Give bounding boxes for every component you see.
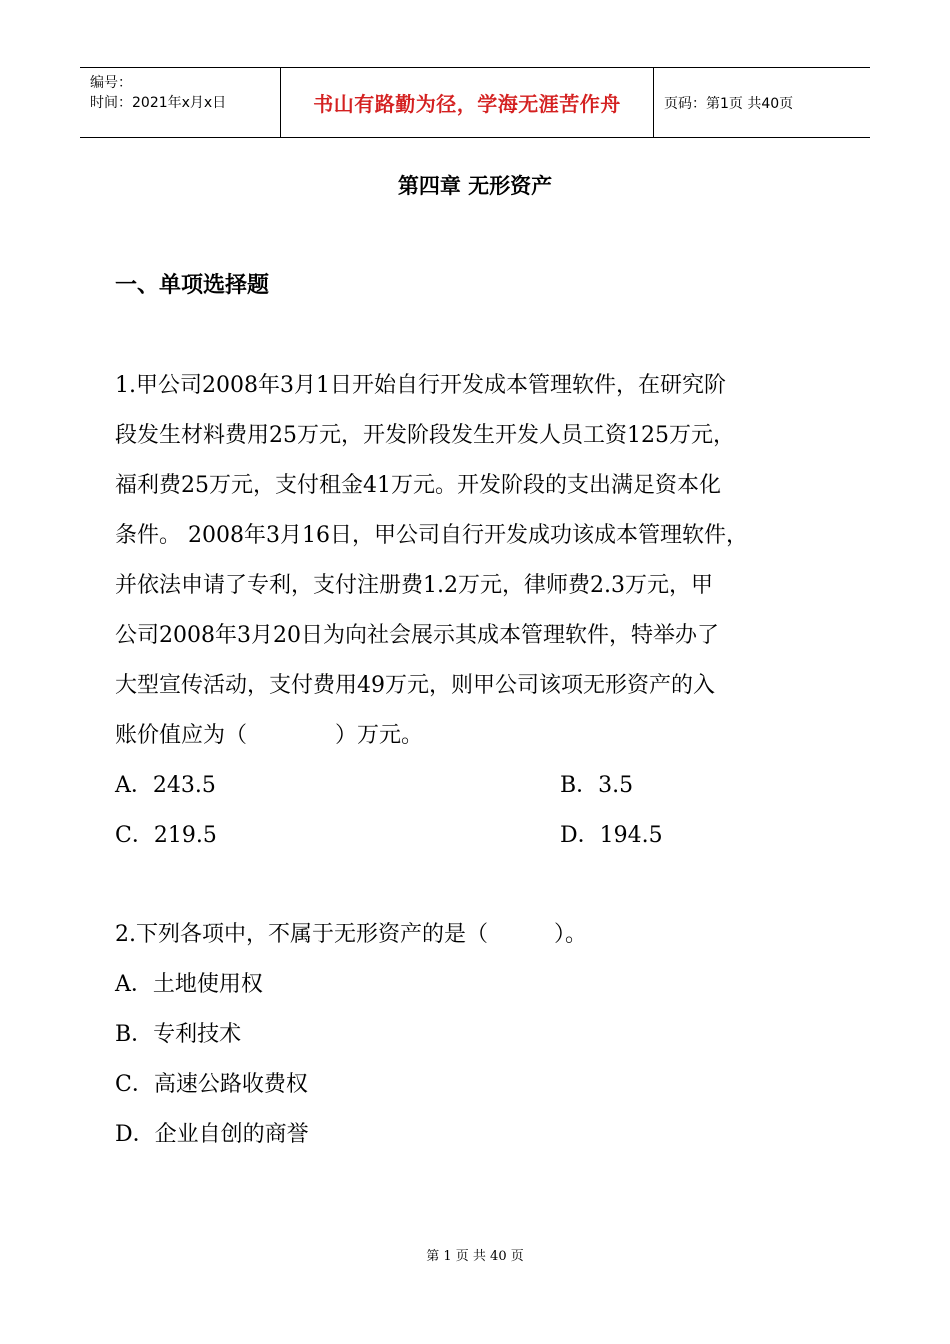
- section-title: 一、单项选择题: [115, 273, 270, 298]
- question-1-line: 并依法申请了专利，支付注册费1.2万元，律师费2.3万元，甲: [115, 573, 713, 598]
- question-1-option-c: C．219.5: [115, 823, 217, 848]
- question-1-line: 段发生材料费用25万元，开发阶段发生开发人员工资125万元，: [115, 423, 735, 448]
- question-1-option-a: A．243.5: [115, 773, 216, 798]
- question-2-option-a: A．土地使用权: [115, 972, 263, 997]
- question-2-option-b: B．专利技术: [115, 1022, 242, 1047]
- chapter-title: 第四章 无形资产: [397, 174, 553, 198]
- header-page-info: 页码：第1页 共40页: [664, 95, 794, 112]
- header-meta-cell: [80, 68, 281, 137]
- question-1-line: 条件。 2008年3月16日，甲公司自行开发成功该成本管理软件，: [115, 523, 748, 548]
- question-1-line: 账价值应为（ ）万元。: [115, 723, 424, 748]
- page-footer: 第 1 页 共 40 页: [426, 1249, 524, 1264]
- question-1-option-b: B．3.5: [560, 773, 634, 798]
- header-motto-cell: [281, 68, 654, 137]
- question-2-stem: 2.下列各项中，不属于无形资产的是（ ）。: [115, 922, 587, 947]
- question-1-line: 福利费25万元，支付租金41万元。开发阶段的支出满足资本化: [115, 473, 721, 498]
- header-page-cell: [654, 68, 870, 137]
- question-2-option-c: C．高速公路收费权: [115, 1072, 308, 1097]
- page-header-table: [80, 67, 870, 138]
- question-1-option-d: D．194.5: [560, 823, 663, 848]
- question-2-option-d: D．企业自创的商誉: [115, 1122, 309, 1147]
- document-date: 时间：2021年x月x日: [90, 95, 227, 111]
- header-motto: 书山有路勤为径，学海无涯苦作舟: [313, 92, 621, 116]
- document-code-label: 编号：: [90, 75, 132, 91]
- question-1-line: 大型宣传活动，支付费用49万元，则甲公司该项无形资产的入: [115, 673, 715, 698]
- question-1-line: 公司2008年3月20日为向社会展示其成本管理软件，特举办了: [115, 623, 719, 648]
- question-1-line: 1.甲公司2008年3月1日开始自行开发成本管理软件，在研究阶: [115, 373, 726, 398]
